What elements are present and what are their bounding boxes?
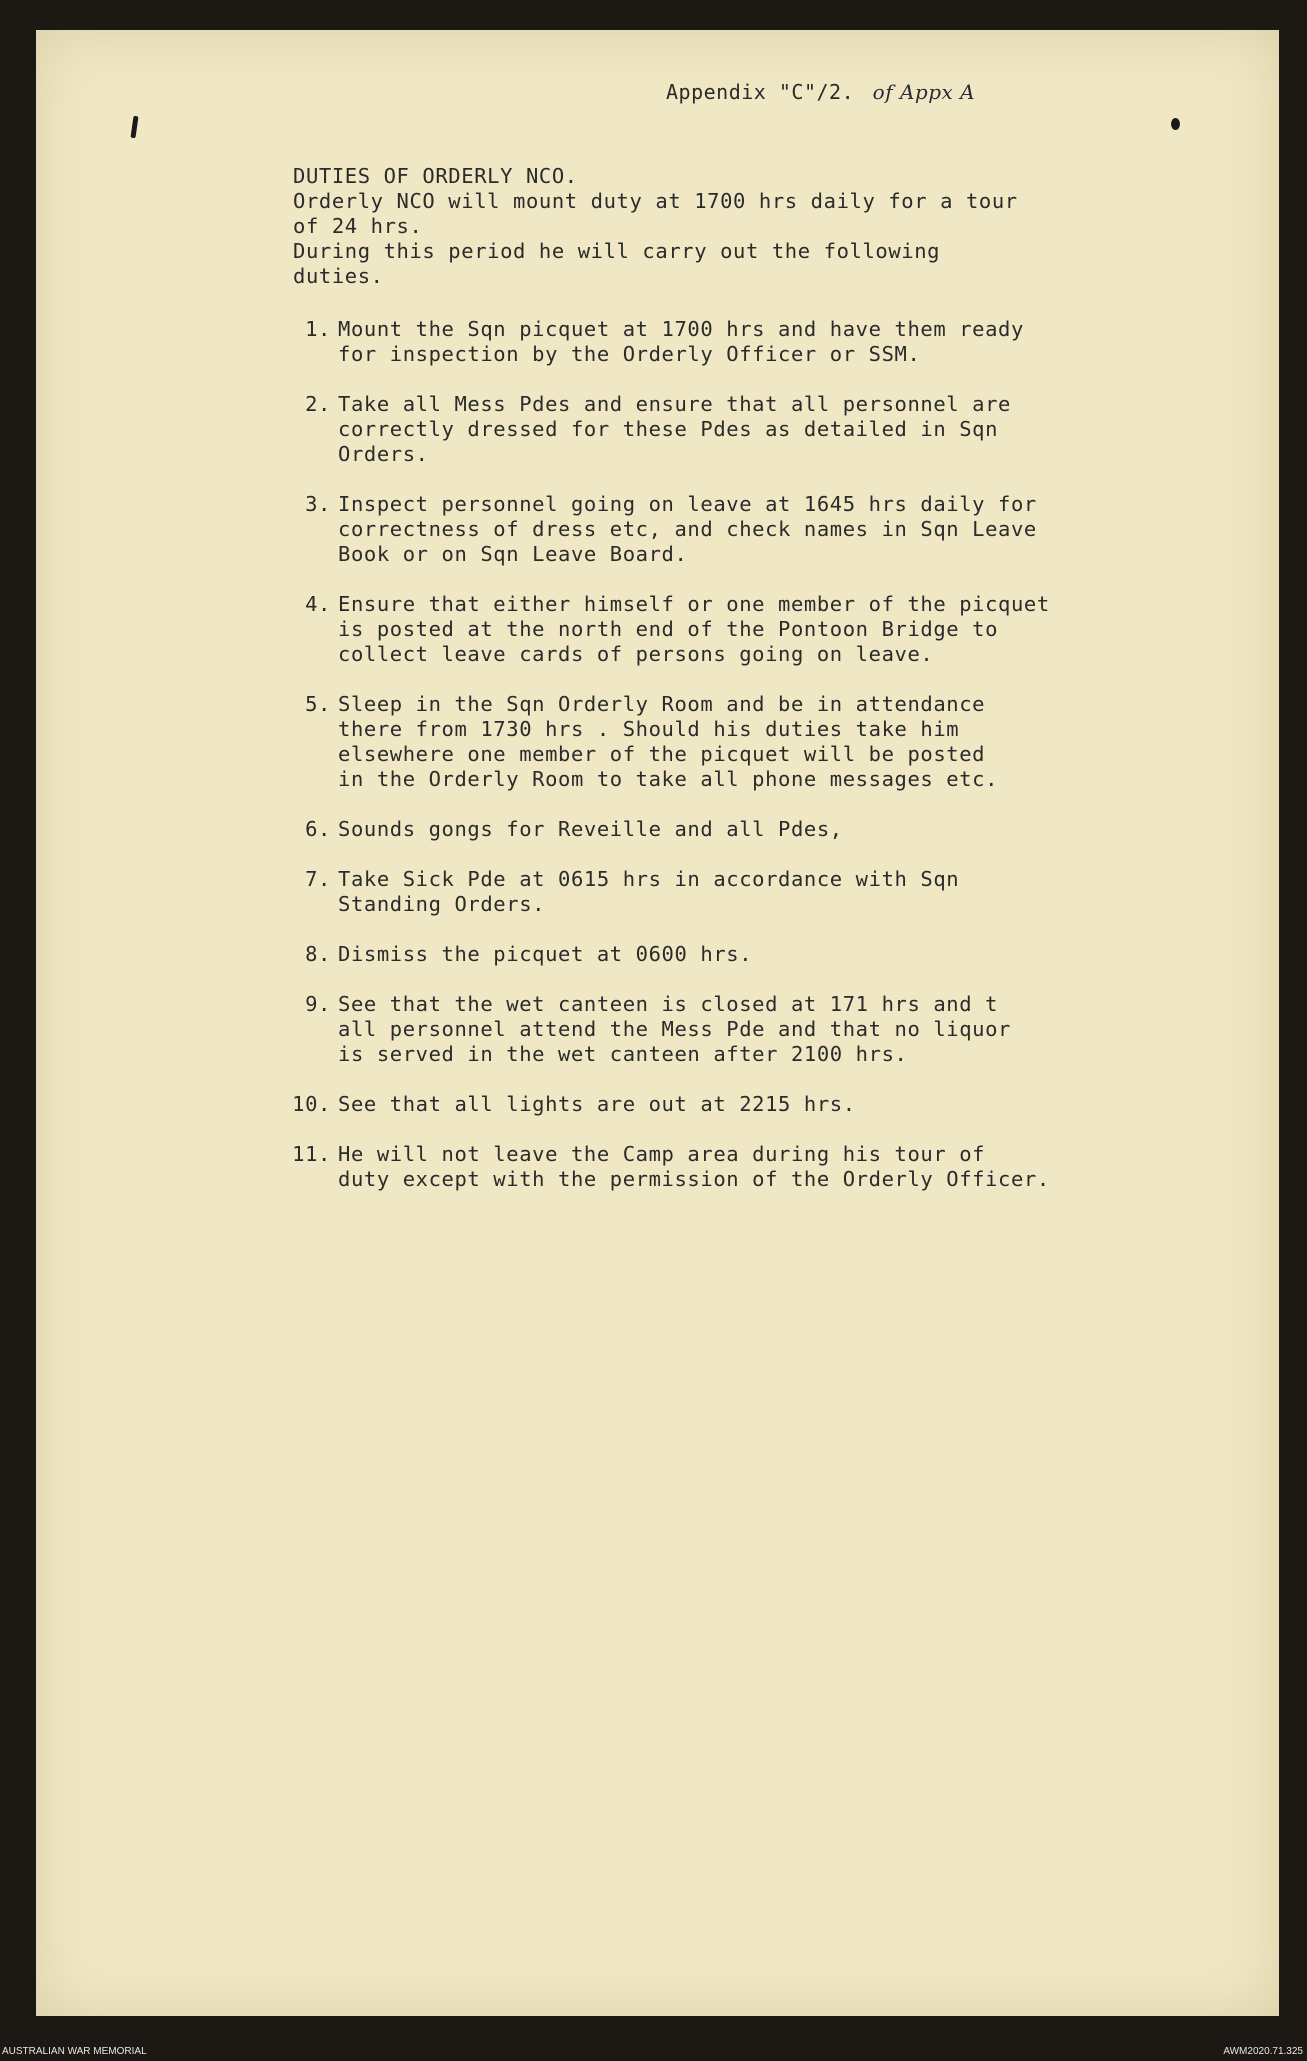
duty-number: 4. (305, 592, 331, 616)
duty-item-9 (293, 992, 1233, 1067)
duty-number: 5. (305, 692, 331, 716)
duty-number: 6. (305, 817, 331, 841)
document-body (293, 164, 1233, 1217)
duty-line: Sleep in the Sqn Orderly Room and be in attendance (338, 692, 986, 716)
duty-line: See that all lights are out at 2215 hrs. (338, 1092, 856, 1116)
duty-number: 9. (305, 992, 331, 1016)
duty-line: there from 1730 hrs . Should his duties take him (338, 717, 960, 741)
duty-item-8 (293, 942, 1233, 967)
intro-line: of 24 hrs. (293, 214, 423, 238)
duty-line: is posted at the north end of the Pontoon Bridge to (338, 617, 999, 641)
duty-line: Inspect personnel going on leave at 1645 hrs daily for (338, 492, 1037, 516)
duty-line: in the Orderly Room to take all phone messages etc. (338, 767, 999, 791)
duty-item-6 (293, 817, 1233, 842)
duty-item-10 (293, 1092, 1233, 1117)
duty-line: Mount the Sqn picquet at 1700 hrs and have them ready (338, 317, 1024, 341)
document-page (36, 30, 1279, 2016)
archive-reference: AWM2020.71.325 (1223, 2046, 1303, 2057)
duty-line: is served in the wet canteen after 2100 hrs. (338, 1042, 908, 1066)
duty-line: correctness of dress etc, and check names in Sqn Leave (338, 517, 1037, 541)
appendix-handwritten-note: of Appx A (872, 80, 976, 104)
duty-line: all personnel attend the Mess Pde and that no liquor (338, 1017, 1011, 1041)
duty-line: Take all Mess Pdes and ensure that all personnel are (338, 392, 1011, 416)
duty-item-5 (293, 692, 1233, 792)
duty-line: Book or on Sqn Leave Board. (338, 542, 688, 566)
duty-line: Orders. (338, 442, 429, 466)
duty-line: for inspection by the Orderly Officer or SSM. (338, 342, 921, 366)
duty-number: 2. (305, 392, 331, 416)
intro-line: duties. (293, 264, 384, 288)
duty-line: collect leave cards of persons going on leave. (338, 642, 934, 666)
duty-item-3 (293, 492, 1233, 567)
duty-number: 8. (305, 942, 331, 966)
duty-line: Take Sick Pde at 0615 hrs in accordance with Sqn (338, 867, 960, 891)
document-heading: DUTIES OF ORDERLY NCO. (293, 164, 578, 188)
duty-item-4 (293, 592, 1233, 667)
duty-line: Dismiss the picquet at 0600 hrs. (338, 942, 753, 966)
intro-line: Orderly NCO will mount duty at 1700 hrs daily for a tour (293, 189, 1018, 213)
duty-line: correctly dressed for these Pdes as detailed in Sqn (338, 417, 999, 441)
duty-line: elsewhere one member of the picquet will be posted (338, 742, 986, 766)
duty-number: 3. (305, 492, 331, 516)
ink-mark (1171, 118, 1180, 130)
duty-item-11 (293, 1142, 1233, 1192)
duty-item-7 (293, 867, 1233, 917)
duty-line: See that the wet canteen is closed at 171 hrs and t (338, 992, 999, 1016)
duty-item-2 (293, 392, 1233, 467)
appendix-typed: Appendix "C"/2. (666, 80, 855, 104)
duty-number: 11. (292, 1142, 331, 1166)
duty-line: Sounds gongs for Reveille and all Pdes, (338, 817, 843, 841)
duty-number: 7. (305, 867, 331, 891)
duty-line: He will not leave the Camp area during his tour of (338, 1142, 986, 1166)
duty-line: duty except with the permission of the Orderly Officer. (338, 1167, 1050, 1191)
duty-number: 1. (305, 317, 331, 341)
intro-paragraph (293, 189, 1233, 289)
appendix-header (666, 80, 975, 104)
duty-line: Ensure that either himself or one member of the picquet (338, 592, 1050, 616)
archive-credit: AUSTRALIAN WAR MEMORIAL (2, 2046, 147, 2057)
intro-line: During this period he will carry out the following (293, 239, 941, 263)
ink-mark (130, 116, 138, 138)
duty-line: Standing Orders. (338, 892, 546, 916)
duty-number: 10. (292, 1092, 331, 1116)
duty-item-1 (293, 317, 1233, 367)
